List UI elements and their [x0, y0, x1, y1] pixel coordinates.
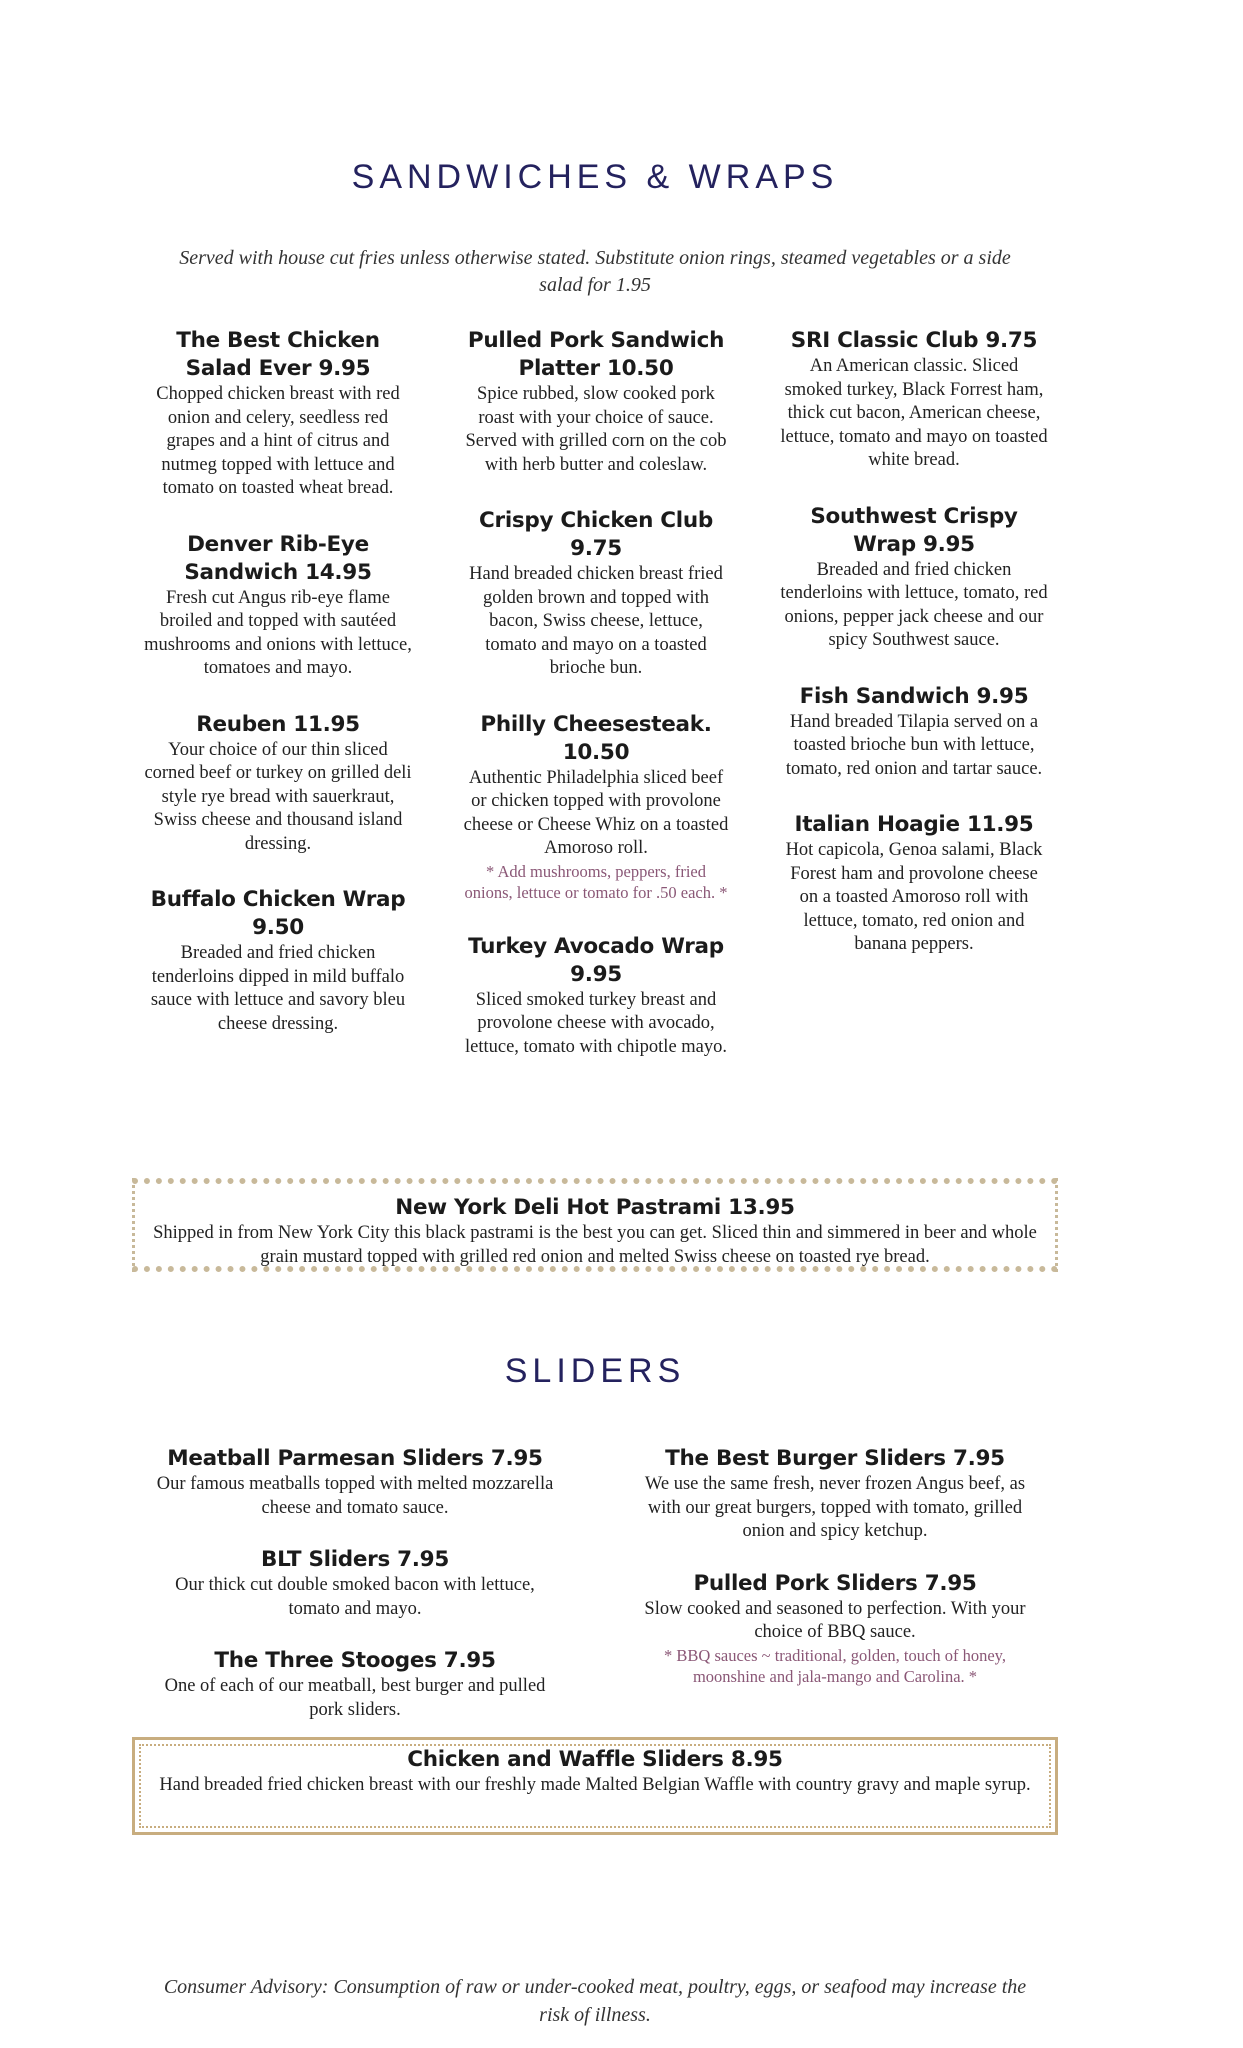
menu-item [780, 503, 1048, 653]
menu-item-title: New York Deli Hot Pastrami 13.95 [395, 1195, 795, 1220]
menu-item-desc: Your choice of our thin sliced corned beef or turkey on grilled deli style rye bread with sauerkraut, Swiss cheese and thousand island dressing. [144, 739, 412, 854]
menu-item-desc: Fresh cut Angus rib-eye flame broiled and topped with sautéed mushrooms and onions with lettuce, tomatoes and mayo. [144, 587, 412, 678]
menu-item [143, 886, 413, 1036]
menu-item-desc: Breaded and fried chicken tenderloins with lettuce, tomato, red onions, pepper jack cheese and our spicy Southwest sauce. [780, 559, 1048, 650]
menu-item-desc: Our thick cut double smoked bacon with lettuce, tomato and mayo. [175, 1575, 535, 1619]
menu-item-desc: Hand breaded chicken breast fried golden brown and topped with bacon, Swiss cheese, lettuce, tomato and mayo on a toasted brioche bun. [469, 564, 723, 678]
menu-item-title: Crispy Chicken Club 9.75 [479, 508, 713, 561]
section-title-sandwiches: SANDWICHES & WRAPS [351, 158, 839, 196]
menu-item-title: Chicken and Waffle Sliders 8.95 [407, 1747, 783, 1772]
menu-item-title: Philly Cheesesteak. 10.50 [480, 711, 712, 765]
menu-item-note: * BBQ sauces ~ traditional, golden, touch of honey, moonshine and jala-mango and Carolina. * [664, 1645, 1006, 1686]
menu-item-desc: We use the same fresh, never frozen Angus beef, as with our great burgers, topped with tomato, grilled onion and spicy ketchup. [644, 1474, 1026, 1541]
menu-item [462, 327, 730, 477]
featured-pastrami-banner [132, 1178, 1058, 1272]
menu-item-title: The Best Burger Sliders 7.95 [665, 1446, 1005, 1471]
menu-item-title: Turkey Avocado Wrap 9.95 [468, 933, 724, 987]
menu-item-title: Pulled Pork Sandwich Platter 10.50 [467, 328, 725, 381]
menu-item [150, 1445, 560, 1520]
menu-item-desc: Breaded and fried chicken tenderloins dipped in mild buffalo sauce with lettuce and savory bleu cheese dressing. [150, 943, 406, 1034]
menu-item-title: Italian Hoagie 11.95 [794, 812, 1034, 837]
menu-item-desc: One of each of our meatball, best burger and pulled pork sliders. [164, 1676, 546, 1720]
menu-item-title: Fish Sandwich 9.95 [799, 683, 1029, 709]
menu-item-title: SRI Classic Club 9.75 [790, 328, 1038, 353]
menu-item-title: The Best Chicken Salad Ever 9.95 [176, 328, 380, 381]
menu-item [150, 1647, 560, 1722]
menu-item-desc: Hand breaded Tilapia served on a toasted brioche bun with lettuce, tomato, red onion and tartar sauce. [785, 711, 1043, 779]
sandwich-column-1 [143, 327, 413, 1066]
menu-item-desc: Our famous meatballs topped with melted mozzarella cheese and tomato sauce. [156, 1474, 554, 1518]
menu-item [780, 811, 1048, 957]
sandwich-column-3 [780, 327, 1048, 987]
menu-item-desc: Authentic Philadelphia sliced beef or chicken topped with provolone cheese or Cheese Whiz on a toasted Amoroso roll. [463, 767, 729, 858]
menu-item-title: Pulled Pork Sliders 7.95 [693, 1570, 977, 1596]
menu-item [462, 933, 730, 1060]
menu-item [462, 711, 730, 903]
menu-item-title: Denver Rib-Eye Sandwich 14.95 [184, 531, 372, 585]
sandwich-column-2 [462, 327, 730, 1089]
menu-item-title: Southwest Crispy Wrap 9.95 [810, 503, 1018, 557]
menu-item-title: The Three Stooges 7.95 [214, 1648, 496, 1673]
menu-item [143, 531, 413, 681]
menu-item-title: BLT Sliders 7.95 [260, 1547, 449, 1572]
menu-item [143, 327, 413, 501]
menu-item [630, 1570, 1040, 1687]
menu-item-desc: Chopped chicken breast with red onion and celery, seedless red grapes and a hint of citrus and nutmeg topped with lettuce and tomato on toasted wheat bread. [156, 384, 400, 498]
menu-item [780, 327, 1048, 473]
menu-item-desc: Slow cooked and seasoned to perfection. With your choice of BBQ sauce. [644, 1598, 1026, 1642]
sandwiches-intro: Served with house cut fries unless otherwise stated. Substitute onion rings, steamed vegetables or a side salad for 1.95 [179, 247, 1011, 296]
menu-item-desc: Hot capicola, Genoa salami, Black Forest ham and provolone cheese on a toasted Amoroso roll with lettuce, tomato, red onion and banana peppers. [785, 840, 1043, 954]
menu-item-title: Meatball Parmesan Sliders 7.95 [167, 1446, 543, 1471]
featured-chicken-waffle-banner [132, 1737, 1058, 1835]
menu-item-title: Buffalo Chicken Wrap 9.50 [150, 887, 406, 940]
menu-item-title: Reuben 11.95 [196, 711, 360, 737]
menu-item-desc: Spice rubbed, slow cooked pork roast with your choice of sauce. Served with grilled corn on the cob with herb butter and coleslaw. [465, 384, 727, 475]
sliders-column-1 [150, 1445, 560, 1752]
menu-item [630, 1445, 1040, 1544]
menu-item-desc: Hand breaded fried chicken breast with our freshly made Malted Belgian Waffle with country gravy and maple syrup. [159, 1775, 1031, 1795]
menu-item [780, 683, 1048, 782]
menu-item-note: * Add mushrooms, peppers, fried onions, lettuce or tomato for .50 each. * [464, 861, 728, 902]
menu-item [143, 711, 413, 857]
menu-item-desc: An American classic. Sliced smoked turkey, Black Forrest ham, thick cut bacon, American cheese, lettuce, tomato and mayo on toasted white bread. [780, 356, 1048, 470]
menu-item [462, 507, 730, 681]
section-title-sliders: SLIDERS [504, 1352, 686, 1390]
consumer-advisory: Consumer Advisory: Consumption of raw or under-cooked meat, poultry, eggs, or seafood may increase the risk of illness. [163, 1976, 1027, 2026]
sliders-column-2 [630, 1445, 1040, 1717]
menu-item [150, 1546, 560, 1621]
menu-item-desc: Shipped in from New York City this black pastrami is the best you can get. Sliced thin and simmered in beer and whole grain mustard topped with grilled red onion and melted Swiss cheese on toasted rye bread. [153, 1223, 1037, 1267]
menu-item-desc: Sliced smoked turkey breast and provolone cheese with avocado, lettuce, tomato with chipotle mayo. [464, 989, 728, 1057]
